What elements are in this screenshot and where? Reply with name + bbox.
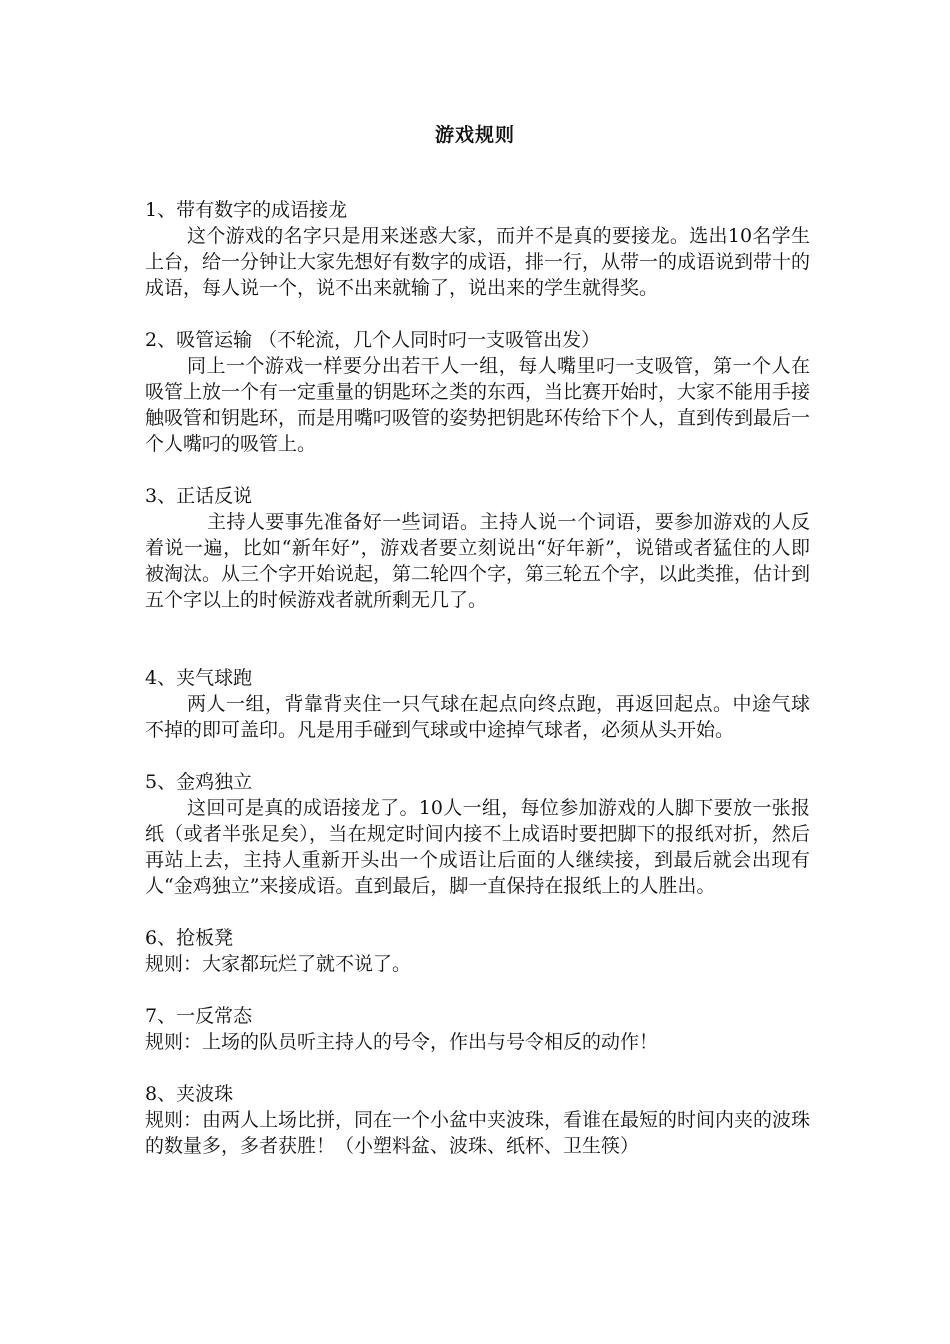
page-title: 游戏规则 (434, 124, 515, 146)
section-2 (145, 327, 810, 457)
section-body: 同上一个游戏一样要分出若干人一组，每人嘴里叼一支吸管，第一个人在吸管上放一个有一定重量的钥匙环之类的东西，当比赛开始时，大家不能用手接触吸管和钥匙环，而是用嘴叼吸管的姿势把钥匙环传给下个人，直到传到最后一个人嘴叼的吸管上。 (145, 355, 811, 455)
section-6 (145, 925, 810, 977)
section-3 (145, 483, 810, 613)
paragraph-gap (145, 977, 810, 1003)
section-heading: 3、正话反说 (145, 485, 253, 507)
paragraph-gap (145, 743, 810, 769)
document-body (145, 197, 810, 1159)
section-8 (145, 1081, 810, 1159)
section-1 (145, 197, 810, 301)
paragraph-gap (145, 457, 810, 483)
section-body: 主持人要事先准备好一些词语。主持人说一个词语，要参加游戏的人反着说一遍，比如“新年好”，游戏者要立刻说出“好年新”，说错或者猛住的人即被淘汰。从三个字开始说起，第二轮四个字，第三轮五个字，以此类推，估计到五个字以上的时候游戏者就所剩无几了。 (145, 511, 811, 611)
section-heading: 1、带有数字的成语接龙 (145, 199, 348, 221)
paragraph-gap (145, 301, 810, 327)
section-body: 两人一组，背靠背夹住一只气球在起点向终点跑，再返回起点。中途气球不掉的即可盖印。凡是用手碰到气球或中途掉气球者，必须从头开始。 (145, 693, 810, 741)
paragraph-gap (145, 899, 810, 925)
section-heading: 4、夹气球跑 (145, 667, 253, 689)
paragraph-gap (145, 1055, 810, 1081)
section-4 (145, 665, 810, 743)
section-5 (145, 769, 810, 899)
section-heading: 6、抢板凳 (145, 927, 234, 949)
section-body: 这个游戏的名字只是用来迷惑大家，而并不是真的要接龙。选出10名学生上台，给一分钟让大家先想好有数字的成语，排一行，从带一的成语说到带十的成语，每人说一个，说不出来就输了，说出来的学生就得奖。 (145, 225, 811, 299)
paragraph-gap (145, 613, 810, 665)
section-body: 规则：上场的队员听主持人的号令，作出与号令相反的动作！ (145, 1031, 659, 1053)
section-heading: 8、夹波珠 (145, 1083, 234, 1105)
section-7 (145, 1003, 810, 1055)
section-heading: 7、一反常态 (145, 1005, 253, 1027)
section-body: 规则：大家都玩烂了就不说了。 (145, 953, 412, 975)
section-heading: 5、金鸡独立 (145, 771, 253, 793)
section-heading: 2、吸管运输 （不轮流，几个人同时叼一支吸管出发） (145, 329, 601, 351)
section-body: 规则：由两人上场比拼，同在一个小盆中夹波珠，看谁在最短的时间内夹的波珠的数量多，多者获胜！（小塑料盆、波珠、纸杯、卫生筷） (145, 1109, 811, 1157)
section-body: 这回可是真的成语接龙了。10人一组，每位参加游戏的人脚下要放一张报纸（或者半张足矣），当在规定时间内接不上成语时要把脚下的报纸对折，然后再站上去，主持人重新开头出一个成语让后面的人继续接，到最后就会出现有人“金鸡独立”来接成语。直到最后，脚一直保持在报纸上的人胜出。 (145, 797, 810, 897)
